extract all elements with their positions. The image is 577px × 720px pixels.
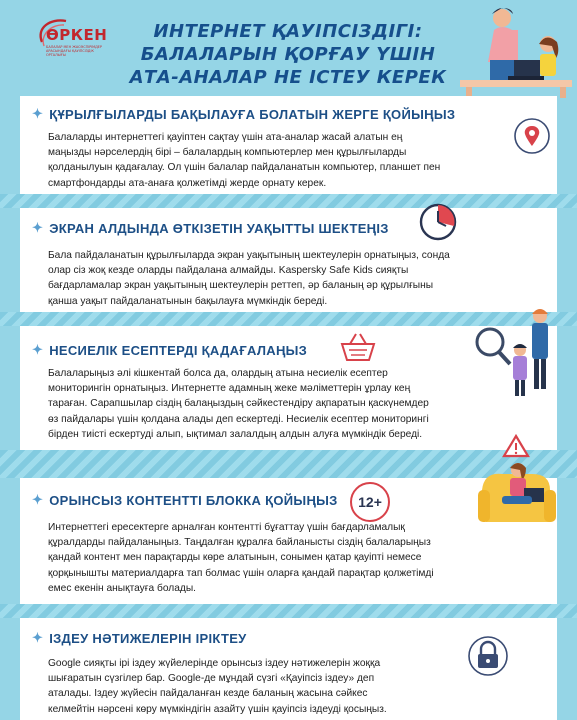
- section-heading-text: ЭКРАН АЛДЫНДА ӨТКІЗЕТІН УАҚЫТТЫ ШЕКТЕҢІЗ: [49, 220, 389, 236]
- title-line-1: ИНТЕРНЕТ ҚАУІПСІЗДІГІ:: [153, 21, 423, 42]
- body-line: бірден тиісті ескертуді алып, ықтимал залалдың алдын алуға мүмкіндік береді.: [48, 428, 423, 440]
- body-line: олар сіз жоқ кезде оларды пайдалана алмайды. Kaspersky Safe Kids сияқты: [48, 265, 409, 277]
- section-body-3: [48, 366, 518, 442]
- body-line: тараған. Сарапшылар сіздің балаңыздың сәйкестендіру ақпаратын қаскүнемдер: [48, 398, 429, 410]
- title-line-3: АТА-АНАЛАР НЕ ІСТЕУ КЕРЕК: [129, 67, 447, 88]
- title-line-2: БАЛАЛАРЫН ҚОРҒАУ ҮШІН: [140, 44, 436, 65]
- header: [0, 0, 577, 96]
- divider-stripe: [0, 194, 577, 208]
- section-heading-text: ҚҰРЫЛҒЫЛАРДЫ БАҚЫЛАУҒА БОЛАТЫН ЖЕРГЕ ҚОЙЫҢЫЗ: [49, 106, 456, 122]
- padlock-icon: [468, 636, 508, 676]
- section-heading-1: [32, 106, 455, 122]
- body-line: қанша уақыт пайдаланатынын бақылауға мүмкіндік береді.: [48, 295, 328, 307]
- section-heading-3: [32, 342, 307, 358]
- divider-stripe: [0, 604, 577, 618]
- section-body-2: [48, 248, 518, 309]
- body-line: қолданылуын қадағалау. Ол үшін балалар пайдаланатын компьютер, планшет пен: [48, 162, 441, 174]
- body-line: шығаратын сүзгілер бар. Google-де мұндай сүзгі «Қауіпсіз іздеу» деп: [48, 673, 375, 685]
- age-limit-icon: [350, 482, 390, 522]
- body-line: Google сияқты ірі іздеу жүйелерінде орынсыз іздеу нәтижелерін жоққа: [48, 658, 381, 669]
- logo-name: ӨРКЕН: [46, 26, 108, 44]
- body-line: бағдарламалар экран уақытының шектеулерін реттеп, әр баланың әр құрылғыны: [48, 280, 434, 292]
- sparkle-icon: ✦: [32, 106, 44, 121]
- girl-armchair-laptop-illustration: [472, 432, 560, 528]
- parent-child-laptop-illustration: [456, 2, 574, 98]
- section-heading-5: [32, 630, 247, 646]
- section-heading-text: НЕСИЕЛІК ЕСЕПТЕРДІ ҚАДАҒАЛАҢЫЗ: [49, 342, 308, 358]
- section-card-1: [20, 96, 557, 194]
- section-card-2: [20, 208, 557, 312]
- body-line: маңызды нәрселердің бірі – балалардың компьютерлер мен құрылғыларды: [48, 147, 407, 159]
- page-title: [118, 20, 458, 89]
- section-body-4: [48, 520, 518, 596]
- clock-icon: [418, 202, 458, 242]
- body-line: Бала пайдаланатын құрылғыларда экран уақытының шектеулерін орнатыңыз, сонда: [48, 250, 450, 261]
- body-line: смартфондарды ата-анаға қолжетімді жерде орнату керек.: [48, 177, 327, 189]
- section-heading-text: ОРЫНСЫЗ КОНТЕНТТІ БЛОККА ҚОЙЫҢЫЗ: [49, 492, 338, 508]
- magnifier-people-illustration: [468, 302, 560, 418]
- age-limit-badge: 12+: [358, 494, 382, 510]
- sparkle-icon: ✦: [32, 220, 44, 235]
- sparkle-icon: ✦: [32, 492, 44, 507]
- sparkle-icon: ✦: [32, 342, 44, 357]
- logo: [32, 16, 108, 64]
- body-line: Балаларыңыз әлі кішкентай болса да, олардың атына несиелік есептер: [48, 368, 388, 379]
- sparkle-icon: ✦: [32, 630, 44, 645]
- body-line: қандай контент мен парақтарды көре алатынын, сонымен қатар қауіпті немесе: [48, 552, 422, 564]
- body-line: Балаларды интернеттегі қауіптен сақтау үшін ата-аналар жасай алатын ең: [48, 132, 403, 143]
- section-card-5: [20, 618, 557, 720]
- section-body-1: [48, 130, 518, 191]
- body-line: мониторингін орнатыңыз. Интернетте адамның жеке мәліметтерін ұрлау кең: [48, 383, 411, 395]
- logo-subtitle: БАЛАЛАР МЕН ЖАСӨСПІРІМДЕР АРАСЫНДАҒЫ ҚАУІПСІЗДІК ОРТАЛЫҒЫ: [46, 45, 102, 57]
- location-pin-icon: [514, 118, 550, 154]
- body-line: аталады. Іздеу жүйесін пайдаланған кезде баланың жасына сәйкес: [48, 688, 368, 700]
- body-line: Интернеттегі ересектерге арналған контентті бұғаттау үшін бағдарламалық: [48, 522, 405, 533]
- section-heading-4: [32, 492, 338, 508]
- body-line: келмейтін нәрсені көру мүмкіндігін азайту үшін қауіпсіз іздеуді қосыңыз.: [48, 703, 387, 715]
- section-body-5: [48, 656, 518, 717]
- section-heading-2: [32, 220, 389, 236]
- shopping-basket-icon: [338, 332, 378, 362]
- section-card-4: [20, 478, 557, 604]
- body-line: құралдарды пайдаланыңыз. Таңдалған құралға байланысты сіздің балаларыңыз: [48, 537, 431, 549]
- section-heading-text: ІЗДЕУ НӘТИЖЕЛЕРІН ІРІКТЕУ: [49, 630, 247, 646]
- body-line: қорқынышты материалдарға тап болмас үшін оларға қандай парақтар қолжетімді: [48, 567, 434, 579]
- body-line: өз пайдалары үшін қолдана алады деп ескертеді. Несиелік есептер мониторингі: [48, 413, 429, 425]
- body-line: емес екенін анықтауға болады.: [48, 582, 196, 594]
